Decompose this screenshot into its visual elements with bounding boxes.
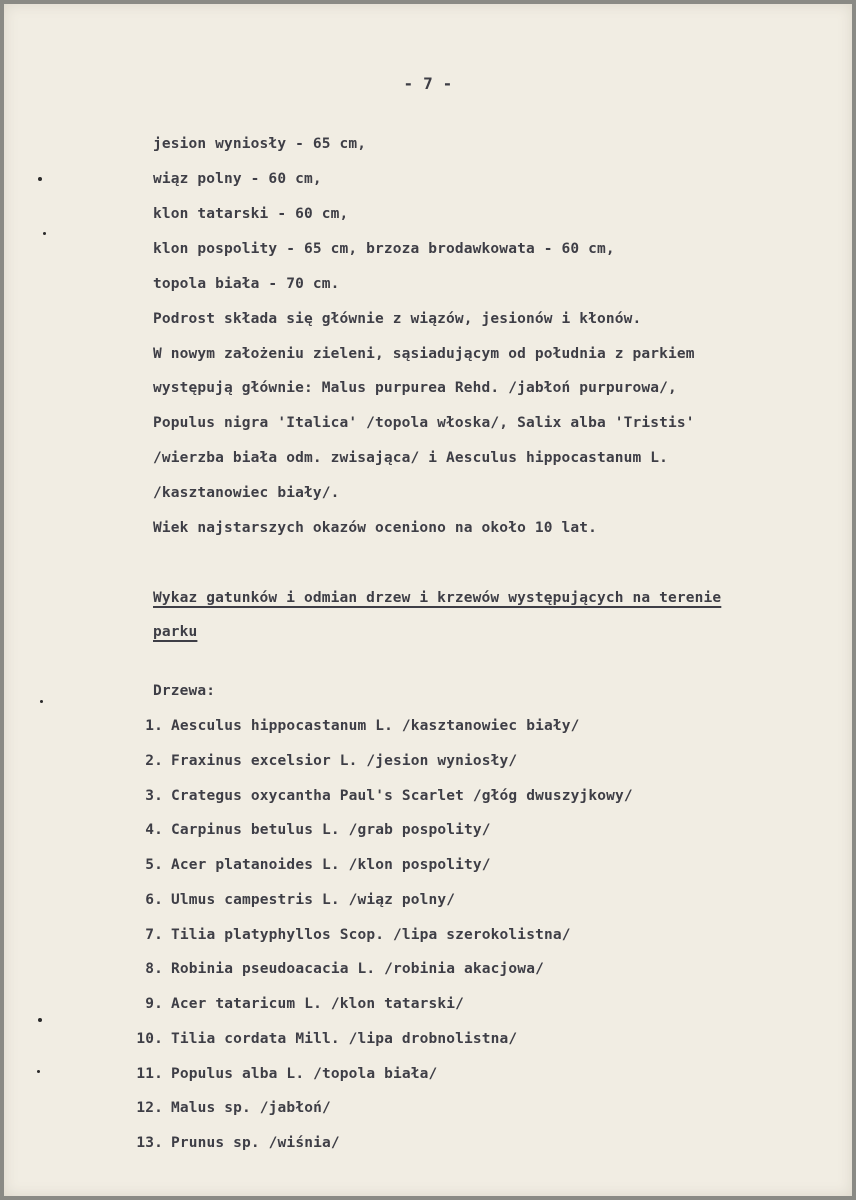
item-text: Tilia cordata Mill. /lipa drobnolistna/ [171,1031,518,1047]
item-text: Malus sp. /jabłoń/ [171,1100,331,1116]
section-heading: Wykaz gatunków i odmian drzew i krzewów występujących na terenie [153,590,722,606]
item-number: 7. [145,927,163,943]
paragraph-line: jesion wyniosły - 65 cm, [153,136,367,152]
list-item [125,718,579,734]
list-item [125,788,633,804]
paragraph-line: Podrost składa się głównie z wiązów, jesionów i kłonów. [153,311,642,327]
paragraph-line: wiąz polny - 60 cm, [153,171,322,187]
list-item [125,857,491,873]
item-number: 13. [136,1135,163,1151]
item-text: Acer platanoides L. /klon pospolity/ [171,857,491,873]
item-number: 6. [145,892,163,908]
list-item [125,753,517,769]
paragraph-line: występują głównie: Malus purpurea Rehd. /jabłoń purpurowa/, [153,380,677,396]
item-text: Robinia pseudoacacia L. /robinia akacjowa/ [171,961,544,977]
item-number: 12. [136,1100,163,1116]
margin-dot [38,1018,42,1022]
item-text: Carpinus betulus L. /grab pospolity/ [171,822,491,838]
list-item [125,822,491,838]
paragraph-line: klon pospolity - 65 cm, brzoza brodawkowata - 60 cm, [153,241,615,257]
item-number: 8. [145,961,163,977]
list-item [125,996,464,1012]
paragraph-line: klon tatarski - 60 cm, [153,206,349,222]
paragraph-line: W nowym założeniu zieleni, sąsiadującym od południa z parkiem [153,346,695,362]
page-number: - 7 - [403,74,453,93]
item-number: 5. [145,857,163,873]
item-number: 9. [145,996,163,1012]
paragraph-line: Wiek najstarszych okazów oceniono na około 10 lat. [153,520,597,536]
list-label: Drzewa: [153,683,216,699]
list-item [125,961,544,977]
paragraph-line: Populus nigra 'Italica' /topola włoska/, Salix alba 'Tristis' [153,415,695,431]
paragraph-line: topola biała - 70 cm. [153,276,340,292]
item-text: Acer tataricum L. /klon tatarski/ [171,996,465,1012]
list-item [125,1100,331,1116]
item-text: Fraxinus excelsior L. /jesion wyniosły/ [171,753,518,769]
list-item [125,1066,437,1082]
paragraph-line: /kasztanowiec biały/. [153,485,340,501]
item-number: 4. [145,822,163,838]
paragraph-line: /wierzba biała odm. zwisająca/ i Aesculus hippocastanum L. [153,450,669,466]
item-text: Tilia platyphyllos Scop. /lipa szerokolistna/ [171,927,571,943]
margin-dot [40,700,43,703]
item-text: Prunus sp. /wiśnia/ [171,1135,340,1151]
margin-dot [38,177,42,181]
list-item [125,1135,340,1151]
item-text: Crategus oxycantha Paul's Scarlet /głóg dwuszyjkowy/ [171,788,633,804]
item-text: Ulmus campestris L. /wiąz polny/ [171,892,456,908]
item-text: Populus alba L. /topola biała/ [171,1066,438,1082]
list-item [125,927,571,943]
section-heading: parku [153,624,198,640]
margin-dot [43,232,46,235]
list-item [125,892,455,908]
item-number: 3. [145,788,163,804]
item-number: 10. [136,1031,163,1047]
item-number: 1. [145,718,163,734]
list-item [125,1031,517,1047]
item-text: Aesculus hippocastanum L. /kasztanowiec biały/ [171,718,580,734]
item-number: 2. [145,753,163,769]
item-number: 11. [136,1066,163,1082]
margin-dot [37,1070,40,1073]
